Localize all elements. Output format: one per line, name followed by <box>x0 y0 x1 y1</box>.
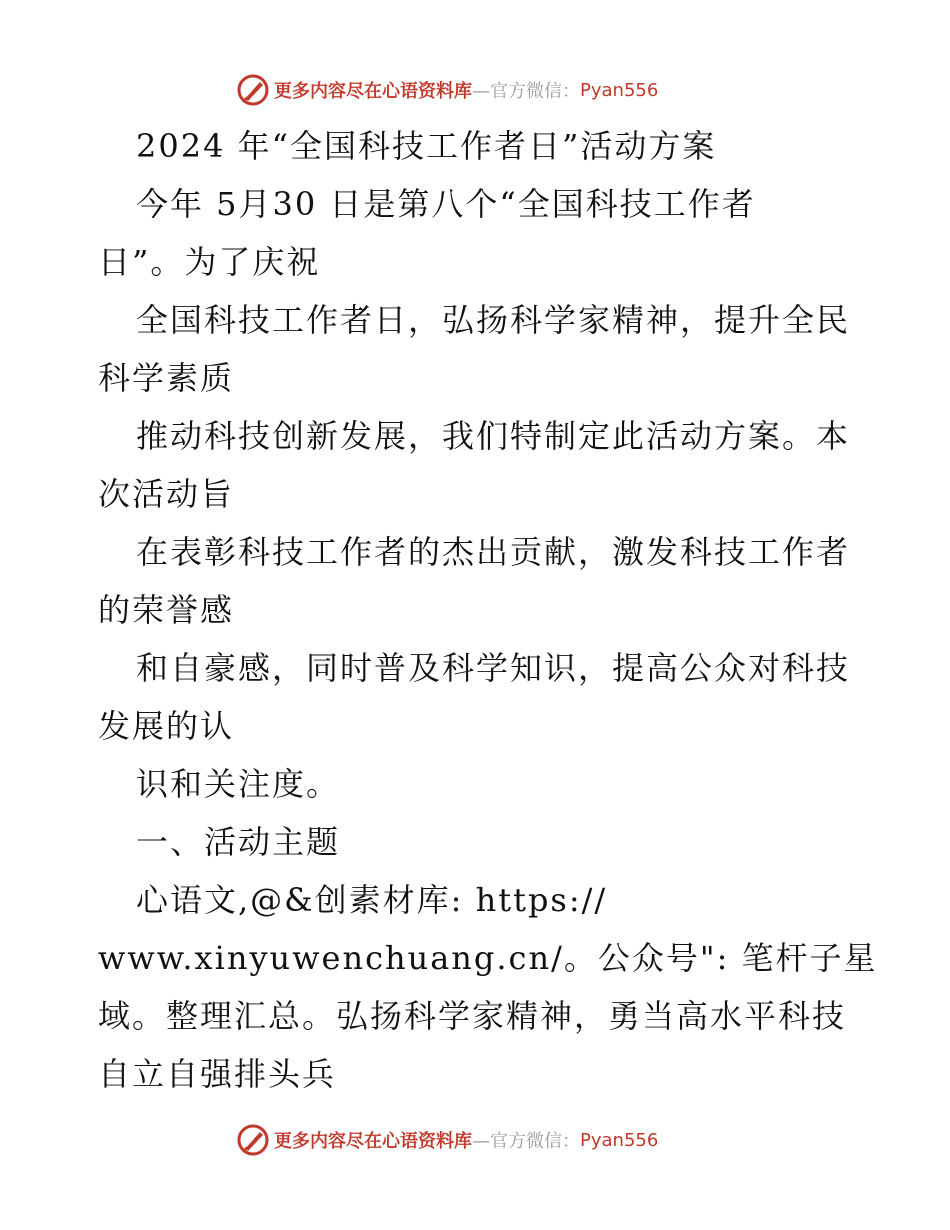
watermark-banner-bottom <box>236 1122 716 1158</box>
watermark-banner-top <box>236 72 716 108</box>
paragraph-line: 心语文,@&创素材库: https:// <box>136 881 608 919</box>
paragraph-line: 科学素质 <box>98 359 235 397</box>
paragraph-line: 域。整理汇总。弘扬科学家精神，勇当高水平科技 <box>98 997 847 1035</box>
quill-logo-icon <box>236 1123 270 1157</box>
paragraph-line: 日”。为了庆祝 <box>98 243 321 281</box>
watermark-text-label: —官方微信： <box>472 81 580 102</box>
watermark-text-label: —官方微信： <box>472 1131 580 1152</box>
watermark-wechat-id: Pyan556 <box>580 1129 659 1151</box>
quill-logo-icon <box>236 73 270 107</box>
paragraph-line: www.xinyuwenchuang.cn/。公众号": 笔杆子星 <box>98 939 878 977</box>
paragraph-line: 次活动旨 <box>98 475 235 513</box>
paragraph-line: 今年 5月30 日是第八个“全国科技工作者 <box>136 185 756 223</box>
watermark-text-main: 更多内容尽在心语资料库 <box>274 1131 472 1152</box>
paragraph-line: 在表彰科技工作者的杰出贡献，激发科技工作者 <box>136 533 851 571</box>
paragraph-line: 自立自强排头兵 <box>98 1055 337 1093</box>
paragraph-line: 推动科技创新发展，我们特制定此活动方案。本 <box>136 417 851 455</box>
paragraph-line: 发展的认 <box>98 707 235 745</box>
paragraph-line: 识和关注度。 <box>136 765 341 803</box>
paragraph-line: 的荣誉感 <box>98 591 235 629</box>
document-title: 2024 年“全国科技工作者日”活动方案 <box>136 127 717 165</box>
paragraph-line: 和自豪感，同时普及科学知识，提高公众对科技 <box>136 649 851 687</box>
paragraph-line: 全国科技工作者日，弘扬科学家精神，提升全民 <box>136 301 851 339</box>
watermark-wechat-id: Pyan556 <box>580 79 659 101</box>
section-heading: 一、活动主题 <box>136 823 341 861</box>
watermark-text-main: 更多内容尽在心语资料库 <box>274 81 472 102</box>
